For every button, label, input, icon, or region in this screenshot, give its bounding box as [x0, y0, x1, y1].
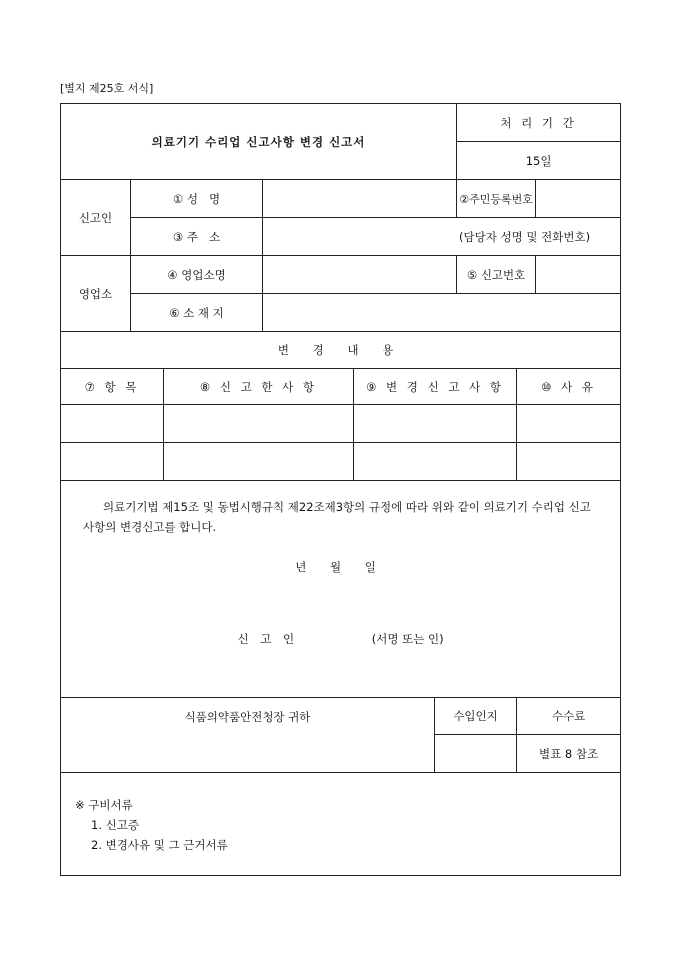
change-cell-item[interactable]	[61, 405, 164, 443]
name-label: ① 성 명	[131, 180, 263, 218]
name-field[interactable]	[263, 180, 457, 218]
revenue-stamp-field[interactable]	[435, 735, 517, 773]
resident-number-label: ②주민등록번호	[457, 180, 536, 218]
report-number-field[interactable]	[536, 256, 621, 294]
resident-number-field[interactable]	[536, 180, 621, 218]
contact-note: (담당자 성명 및 전화번호)	[459, 229, 591, 244]
fee-label: 수수료	[517, 698, 621, 735]
business-name-label: ④ 영업소명	[131, 256, 263, 294]
declaration-section	[61, 481, 621, 698]
business-name-field[interactable]	[263, 256, 457, 294]
address-field[interactable]	[263, 218, 621, 256]
changes-header: 변 경 내 용	[61, 332, 621, 369]
revenue-stamp-label: 수입인지	[435, 698, 517, 735]
applicant-signature-label: 신 고 인	[237, 632, 299, 646]
column-reason: ⑩ 사 유	[517, 369, 621, 405]
required-documents	[61, 773, 621, 876]
processing-period-label: 처 리 기 간	[457, 104, 621, 142]
location-field[interactable]	[263, 294, 621, 332]
change-cell-changed[interactable]	[354, 443, 517, 481]
change-cell-item[interactable]	[61, 443, 164, 481]
table-row	[61, 405, 621, 443]
processing-period-value: 15일	[457, 142, 621, 180]
change-cell-reason[interactable]	[517, 405, 621, 443]
location-label: ⑥ 소 재 지	[131, 294, 263, 332]
signature-note[interactable]: (서명 또는 인)	[371, 632, 444, 646]
required-documents-heading: ※ 구비서류	[75, 798, 133, 812]
applicant-signature-line	[83, 629, 598, 649]
column-reported: ⑧ 신 고 한 사 항	[164, 369, 354, 405]
change-cell-changed[interactable]	[354, 405, 517, 443]
report-number-label: ⑤ 신고번호	[457, 256, 536, 294]
report-form	[60, 103, 621, 876]
change-cell-reported[interactable]	[164, 405, 354, 443]
address-label: ③ 주 소	[131, 218, 263, 256]
fee-value: 별표 8 참조	[517, 735, 621, 773]
required-document-item: 1. 신고증	[91, 818, 139, 832]
required-document-item: 2. 변경사유 및 그 근거서류	[91, 838, 228, 852]
applicant-label: 신고인	[61, 180, 131, 256]
column-changed: ⑨ 변 경 신 고 사 항	[354, 369, 517, 405]
change-cell-reason[interactable]	[517, 443, 621, 481]
declaration-text: 의료기기법 제15조 및 동법시행규칙 제22조제3항의 규정에 따라 위와 같이 의료기기 수리업 신고사항의 변경신고를 합니다.	[83, 500, 591, 534]
column-item: ⑦ 항 목	[61, 369, 164, 405]
business-label: 영업소	[61, 256, 131, 332]
form-id: [별지 제25호 서식]	[60, 82, 154, 95]
change-cell-reported[interactable]	[164, 443, 354, 481]
date-line[interactable]: 년 월 일	[295, 560, 386, 574]
recipient: 식품의약품안전청장 귀하	[61, 698, 435, 773]
table-row	[61, 443, 621, 481]
form-title: 의료기기 수리업 신고사항 변경 신고서	[61, 104, 457, 180]
